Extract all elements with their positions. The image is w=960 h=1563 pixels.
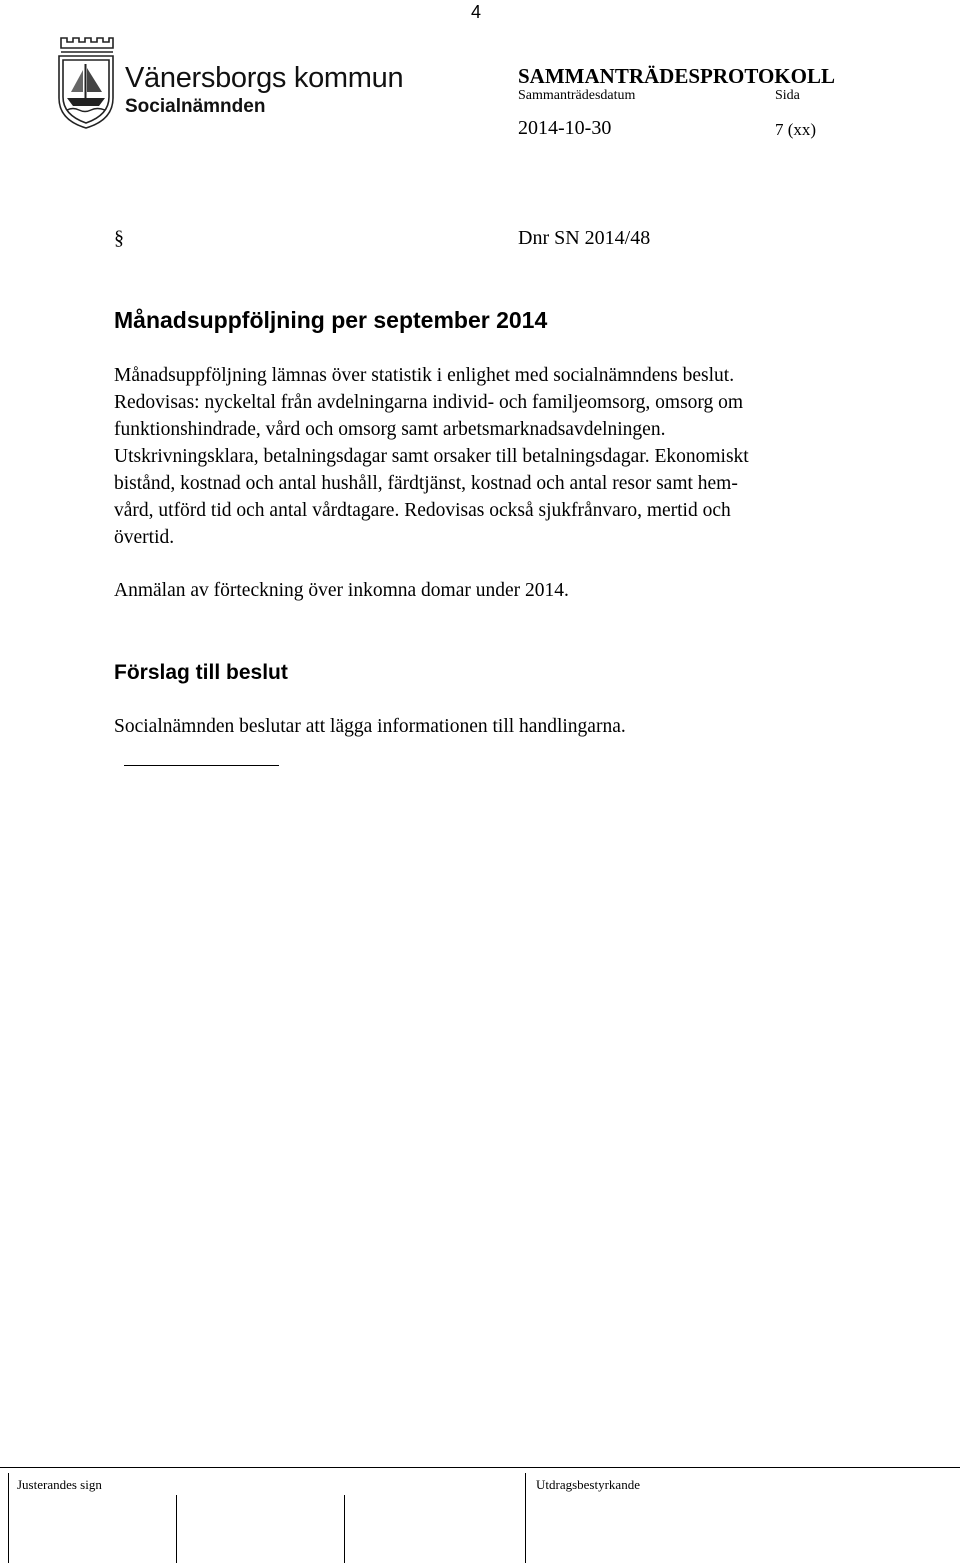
body-line: vård, utförd tid och antal vårdtagare. Redovisas också sjukfrånvaro, mertid och bbox=[114, 500, 731, 521]
justerande-sign-label: Justerandes sign bbox=[17, 1477, 102, 1492]
body-line: bistånd, kostnad och antal hushåll, färdtjänst, kostnad och antal resor samt hem- bbox=[114, 473, 738, 494]
announcement-line: Anmälan av förteckning över inkomna domar under 2014. bbox=[114, 580, 569, 601]
page-number: 4 bbox=[471, 2, 482, 22]
footer-divider bbox=[0, 1467, 960, 1468]
body-line: övertid. bbox=[114, 527, 175, 548]
organization-name: Vänersborgs kommun bbox=[125, 62, 404, 94]
section-sign: § bbox=[114, 227, 124, 249]
decision-text: Socialnämnden beslutar att lägga informationen till handlingarna. bbox=[114, 716, 626, 737]
body-paragraph bbox=[114, 362, 874, 551]
ship-crest-icon bbox=[55, 34, 117, 130]
meeting-date-label: Sammanträdesdatum bbox=[518, 88, 636, 103]
section-title: Månadsuppföljning per september 2014 bbox=[114, 307, 548, 333]
footer-divider-vertical bbox=[8, 1473, 9, 1563]
utdragsbestyrkande-label: Utdragsbestyrkande bbox=[536, 1477, 640, 1492]
document-type: SAMMANTRÄDESPROTOKOLL bbox=[518, 64, 835, 88]
body-line: funktionshindrade, vård och omsorg samt arbetsmarknadsavdelningen. bbox=[114, 419, 666, 440]
end-rule bbox=[124, 765, 279, 766]
body-line: Redovisas: nyckeltal från avdelningarna individ- och familjeomsorg, omsorg om bbox=[114, 392, 744, 413]
signature-field-divider bbox=[176, 1495, 177, 1563]
page-value: 7 (xx) bbox=[775, 120, 817, 139]
page-label: Sida bbox=[775, 88, 800, 103]
case-reference: Dnr SN 2014/48 bbox=[518, 227, 651, 249]
body-line: Månadsuppföljning lämnas över statistik i enlighet med socialnämndens beslut. bbox=[114, 365, 735, 386]
organization-department: Socialnämnden bbox=[125, 96, 266, 117]
signature-field-divider bbox=[344, 1495, 345, 1563]
footer-divider-vertical bbox=[525, 1473, 526, 1563]
body-line: Utskrivningsklara, betalningsdagar samt orsaker till betalningsdagar. Ekonomiskt bbox=[114, 446, 749, 467]
meeting-date-value: 2014-10-30 bbox=[518, 117, 612, 139]
proposal-heading: Förslag till beslut bbox=[114, 661, 288, 684]
